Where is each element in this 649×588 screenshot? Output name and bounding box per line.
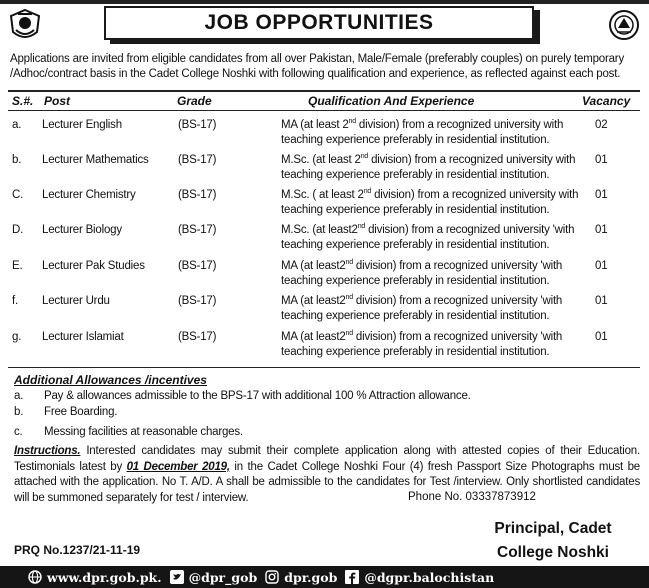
table-head-rule	[8, 110, 640, 111]
college-crest-logo	[8, 8, 42, 42]
facebook-icon	[345, 570, 359, 584]
row-serial: C.	[12, 189, 24, 201]
row-grade: (BS-17)	[178, 295, 217, 307]
table-row	[0, 188, 649, 220]
twitter-icon	[170, 570, 184, 584]
table-row	[0, 330, 649, 362]
title-box	[104, 6, 534, 40]
row-post: Lecturer Mathematics	[42, 154, 149, 166]
globe-icon	[28, 570, 42, 584]
table-row	[0, 259, 649, 291]
header-vacancy: Vacancy	[582, 94, 631, 108]
row-grade: (BS-17)	[178, 260, 217, 272]
row-vacancy: 01	[595, 295, 608, 307]
allowances-heading: Additional Allowances /incentives	[14, 373, 207, 387]
header-grade: Grade	[177, 94, 212, 108]
page-title: JOB OPPORTUNITIES	[204, 11, 434, 34]
instagram-icon	[265, 570, 279, 584]
table-row	[0, 118, 649, 150]
row-qualification: M.Sc. ( at least 2nd division) from a recognized university with teaching experience preferably in residential institution.	[281, 188, 579, 216]
row-vacancy: 02	[595, 119, 608, 131]
row-post: Lecturer Urdu	[42, 295, 110, 307]
footer-website[interactable]: www.dpr.gob.pk.	[28, 570, 162, 585]
row-vacancy: 01	[595, 331, 608, 343]
row-grade: (BS-17)	[178, 331, 217, 343]
header-qualification: Qualification And Experience	[308, 94, 475, 108]
row-grade: (BS-17)	[178, 119, 217, 131]
phone-number: Phone No. 03337873912	[408, 491, 536, 503]
row-qualification: MA (at least 2nd division) from a recognized university with teaching experience preferably in residential institution.	[281, 118, 564, 146]
table-row	[0, 223, 649, 255]
row-serial: f.	[12, 295, 18, 307]
footer-facebook[interactable]: @dgpr.balochistan	[345, 570, 494, 585]
row-vacancy: 01	[595, 260, 608, 272]
row-qualification: MA (at least2nd division) from a recognized university 'with teaching experience preferably in residential institution.	[281, 294, 563, 322]
row-post: Lecturer Islamiat	[42, 331, 124, 343]
allowance-item: b. Free Boarding.	[14, 406, 118, 418]
row-serial: D.	[12, 224, 24, 236]
row-post: Lecturer Pak Studies	[42, 260, 145, 272]
table-bottom-rule	[8, 367, 640, 368]
row-serial: b.	[12, 154, 22, 166]
top-rule	[0, 0, 649, 4]
instructions-paragraph: Instructions. Interested candidates may submit their complete application along with attested copies of their Education. Testimonials latest by 01 December 2019, in the Cadet College Noshki Four (4) fresh Passport Size Photographs must be attached with the application. No T. A/D. A shall be admissible to the candidates for Test /interview. Only shortlisted candidates will be summoned separately for test / interview.	[14, 445, 640, 504]
footer-bar	[0, 566, 649, 588]
deadline-date: 01 December 2019,	[126, 460, 230, 473]
row-qualification: M.Sc. (at least2nd division) from a recognized university 'with teaching experience preferably in residential institution.	[281, 223, 575, 251]
allowance-item: a. Pay & allowances admissible to the BPS-17 with additional 100 % Attraction allowance.	[14, 390, 471, 402]
prq-number: PRQ No.1237/21-11-19	[14, 543, 141, 557]
row-grade: (BS-17)	[178, 189, 217, 201]
row-vacancy: 01	[595, 224, 608, 236]
row-post: Lecturer Biology	[42, 224, 122, 236]
government-seal-logo	[608, 8, 640, 42]
row-qualification: M.Sc. (at least 2nd division) from a recognized university with teaching experience preferably in residential institution.	[281, 153, 576, 181]
instructions-label: Instructions.	[14, 445, 81, 457]
signatory: Principal, Cadet College Noshki	[494, 520, 612, 561]
footer-twitter[interactable]: @dpr_gob	[170, 570, 258, 585]
intro-paragraph: Applications are invited from eligible candidates from all over Pakistan, Male/Female (preferably couples) on purely temporary /Adhoc/contract basis in the Cadet College Noshki with following qualification and experience, as reflected against each post.	[10, 53, 624, 80]
table-top-rule	[8, 90, 640, 92]
row-grade: (BS-17)	[178, 154, 217, 166]
row-grade: (BS-17)	[178, 224, 217, 236]
row-qualification: MA (at least2nd division) from a recognized university 'with teaching experience preferably in residential institution.	[281, 259, 563, 287]
footer-instagram[interactable]: dpr.gob	[265, 570, 337, 585]
header-post: Post	[44, 94, 71, 108]
row-serial: E.	[12, 260, 23, 272]
table-row	[0, 294, 649, 326]
header-serial: S.#.	[12, 94, 34, 108]
row-post: Lecturer Chemistry	[42, 189, 136, 201]
table-row	[0, 153, 649, 185]
row-vacancy: 01	[595, 189, 608, 201]
row-qualification: MA (at least2nd division) from a recognized university 'with teaching experience preferably in residential institution.	[281, 330, 563, 358]
row-vacancy: 01	[595, 154, 608, 166]
row-post: Lecturer English	[42, 119, 122, 131]
row-serial: a.	[12, 119, 22, 131]
allowance-item: c. Messing facilities at reasonable charges.	[14, 426, 243, 438]
row-serial: g.	[12, 331, 22, 343]
